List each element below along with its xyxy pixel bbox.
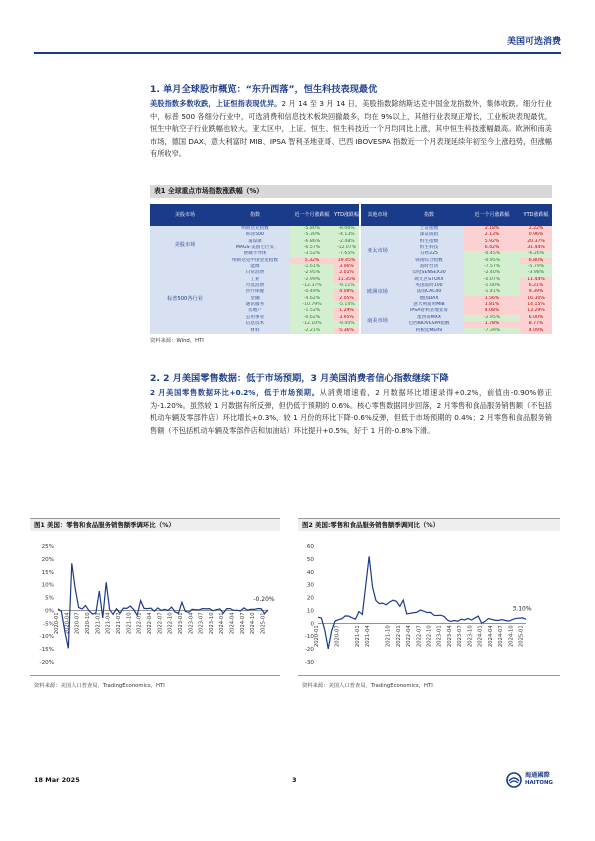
y-tick-label: -10	[304, 634, 314, 641]
index-name: 工业	[220, 277, 290, 283]
index-1m-change: 1.81%	[464, 302, 520, 308]
index-name: 能源	[220, 264, 290, 270]
figure2-caption: 图2 美国:零售和食品服务销售额季调同比（%）	[298, 518, 560, 531]
index-1m-change: -7.57%	[464, 264, 520, 270]
x-tick-label: 2021-01	[354, 625, 361, 648]
x-tick-label: 2021-04	[105, 612, 112, 635]
index-ytd-change: 20.37%	[520, 239, 552, 245]
x-tick-label: 2023-04	[446, 625, 453, 648]
x-tick-label: 2022-01	[395, 625, 402, 648]
x-tick-label: 2021-07	[115, 612, 122, 635]
index-ytd-change: -4.13%	[334, 232, 360, 238]
latest-value-label: -0.20%	[253, 595, 275, 603]
index-name: 深证成指	[394, 232, 464, 238]
index-name: 信息技术	[220, 321, 290, 327]
index-1m-change: -7.39%	[464, 328, 520, 334]
index-name: 纳斯达克中国金龙指数	[220, 258, 290, 264]
x-tick-label: 2020-07	[74, 612, 81, 635]
x-tick-label: 2022-10	[167, 612, 174, 635]
haitong-logo	[506, 770, 566, 790]
x-tick-label: 2020-04	[64, 612, 71, 635]
index-1m-change: -10.79%	[290, 302, 334, 308]
x-tick-label: 2021-10	[385, 625, 392, 648]
x-tick-label: 2023-01	[177, 612, 184, 635]
index-ytd-change: 2.05%	[334, 296, 360, 302]
x-tick-label: 2022-10	[426, 625, 433, 648]
x-tick-label: 2025-01	[518, 625, 525, 648]
index-name: 印度SENSEX30	[394, 270, 464, 276]
index-name: 医疗保健	[220, 289, 290, 295]
index-1m-change: -5.30%	[290, 232, 334, 238]
index-1m-change: -2.40%	[464, 270, 520, 276]
index-name: 金融	[220, 296, 290, 302]
y-tick-label: -15%	[39, 647, 54, 654]
index-1m-change: 1.78%	[464, 321, 520, 327]
index-name: 英国富时100	[394, 283, 464, 289]
index-ytd-change: 14.15%	[520, 302, 552, 308]
index-name: 道琼斯	[220, 239, 290, 245]
figure2-chart	[298, 532, 560, 674]
index-name: 欧元区STOXX	[394, 277, 464, 283]
index-name: 意大利富时MIB	[394, 302, 464, 308]
index-ytd-change: 8.77%	[520, 321, 552, 327]
haitong-logo-icon	[506, 772, 522, 788]
index-ytd-change: 11.35%	[334, 277, 360, 283]
section2-title: 2. 2 月美国零售数据：低于市场预期，3 月美国消费者信心指数继续下降	[150, 373, 449, 384]
index-name: 富时台湾	[394, 264, 464, 270]
index-name: 法国CAC40	[394, 289, 464, 295]
index-ytd-change: 13.29%	[520, 308, 552, 314]
index-ytd-change: -5.14%	[334, 302, 360, 308]
index-1m-change: -4.62%	[290, 296, 334, 302]
index-name: 巴西IBOVESPA指数	[394, 321, 464, 327]
index-1m-change: -1.52%	[290, 308, 334, 314]
table1-caption: 表1 全球重点市场指数涨跌幅（%）	[150, 185, 552, 198]
x-tick-label: 2024-10	[250, 612, 257, 635]
index-1m-change: -1.41%	[464, 289, 520, 295]
index-ytd-change: 4.09%	[520, 328, 552, 334]
index-ytd-change: -2.48%	[334, 239, 360, 245]
index-ytd-change: 3.06%	[334, 264, 360, 270]
index-1m-change: -2.99%	[290, 277, 334, 283]
figure1-chart	[30, 532, 280, 674]
index-ytd-change: 3.95%	[334, 315, 360, 321]
y-tick-label: -30	[304, 660, 314, 666]
index-ytd-change: 9.39%	[520, 289, 552, 295]
th-market2: 其他市场	[360, 204, 394, 226]
index-name: 纳斯达克指数	[220, 226, 290, 232]
index-name: 标普500	[220, 232, 290, 238]
index-name: 日常消费	[220, 270, 290, 276]
index-name: 阿根廷MERV	[394, 328, 464, 334]
index-ytd-change: -3.98%	[520, 270, 552, 276]
x-tick-label: 2022-01	[136, 612, 143, 635]
index-name: 通讯服务	[220, 302, 290, 308]
x-tick-label: 2023-01	[436, 625, 443, 648]
footer-page-number: 3	[292, 776, 297, 784]
index-1m-change: 2.13%	[464, 232, 520, 238]
th-index2: 指数	[394, 204, 464, 226]
x-tick-label: 2021-04	[365, 625, 372, 648]
index-ytd-change: 2.22%	[520, 226, 552, 232]
index-ytd-change: 5.36%	[334, 328, 360, 334]
market-group-label: 亚太市场	[360, 226, 394, 277]
index-name: 费城半导体	[220, 251, 290, 257]
index-1m-change: -0.95%	[464, 258, 520, 264]
section2-body: 从消费增速看，2 月数据环比增速录得+0.2%，前值由-0.90%修正为-1.20%。虽然较 1 月数据有所反弹，但仍低于预期的 0.6%。核心零售数据同步回落，2 月零售和食品服务销售额（不包括机动车辆及零部件店）环比增长+0.3%，较 1 月份的环比下降-0.6%反弹，但低于市场预期的 0.4%；2 月零售和食品服务销售额（不包括机动车辆及零部件店和加油站）环比提升+0.5%，好于 1 月的-0.8%下滑。	[150, 388, 552, 435]
index-1m-change: -0.45%	[464, 251, 520, 257]
index-ytd-change: 6.21%	[520, 283, 552, 289]
index-ytd-change: -8.06%	[334, 226, 360, 232]
index-name: 材料	[220, 328, 290, 334]
index-ytd-change: -9.11%	[334, 283, 360, 289]
x-tick-label: 2025-01	[260, 612, 267, 635]
index-1m-change: -6.86%	[290, 239, 334, 245]
index-1m-change: -0.62%	[290, 315, 334, 321]
figure1-source: 资料来源：美国人口普查局，TradingEconomics，HTI	[34, 683, 165, 689]
market-group-label: 标普500各行业	[150, 264, 220, 334]
index-1m-change: -5.80%	[290, 226, 334, 232]
index-ytd-change: 6.80%	[520, 258, 552, 264]
x-tick-label: 2024-04	[229, 612, 236, 635]
index-ytd-change: 11.44%	[520, 277, 552, 283]
table1-source: 资料来源：Wind，HTI	[150, 338, 204, 344]
series-line	[58, 563, 268, 648]
y-tick-label: 50	[306, 556, 314, 563]
index-1m-change: -2.21%	[290, 328, 334, 334]
index-1m-change: 2.18%	[464, 226, 520, 232]
index-1m-change: 5.32%	[290, 258, 334, 264]
index-1m-change: -2.95%	[290, 270, 334, 276]
y-tick-label: -5%	[43, 621, 54, 628]
th-1m: 近一个月涨跌幅	[290, 204, 334, 226]
th-ytd: YTD涨跌幅	[334, 204, 360, 226]
index-name: 房地产	[220, 308, 290, 314]
x-tick-label: 2022-04	[146, 612, 153, 635]
y-tick-label: -20	[304, 647, 314, 654]
x-tick-label: 2023-04	[188, 612, 195, 635]
x-tick-label: 2020-10	[84, 612, 91, 635]
index-name: IPSA智利圣地亚哥	[394, 308, 464, 314]
index-ytd-change: 6.00%	[520, 315, 552, 321]
index-1m-change: -2.95%	[464, 315, 520, 321]
x-tick-label: 2023-07	[198, 612, 205, 635]
figure2-source: 资料来源：美国人口普查局，TradingEconomics，HTI	[302, 683, 433, 689]
x-tick-label: 2024-07	[498, 625, 505, 648]
y-tick-label: 0%	[45, 608, 54, 615]
report-header-title: 美国可选消费	[506, 37, 561, 47]
x-tick-label: 2023-10	[467, 625, 474, 648]
x-tick-label: 2024-01	[219, 612, 226, 635]
x-tick-label: 2022-07	[157, 612, 164, 635]
x-tick-label: 2024-10	[508, 625, 515, 648]
x-tick-label: 2020-01	[314, 625, 320, 648]
y-tick-label: 20%	[41, 556, 54, 563]
y-tick-label: 5%	[45, 595, 54, 602]
index-ytd-change: 4.09%	[334, 289, 360, 295]
figure1-chart-frame	[30, 532, 280, 676]
index-name: 恒生指数	[394, 239, 464, 245]
x-tick-label: 2020-07	[334, 625, 341, 648]
y-tick-label: 30	[306, 582, 314, 589]
index-1m-change: -0.07%	[464, 277, 520, 283]
index-ytd-change: 0.96%	[520, 232, 552, 238]
index-1m-change: -1.61%	[290, 264, 334, 270]
index-name: 德国DAX	[394, 296, 464, 302]
y-tick-label: -20%	[39, 660, 54, 666]
market-index-table	[150, 204, 552, 334]
x-tick-label: 2022-07	[416, 625, 423, 648]
y-tick-label: 10	[306, 608, 314, 615]
index-1m-change: -0.49%	[290, 289, 334, 295]
index-1m-change: 4.08%	[464, 308, 520, 314]
market-group-label: 南美市场	[360, 308, 394, 333]
section2-lead: 2 月美国零售数据环比+0.2%，低于市场预期。	[150, 388, 320, 397]
index-name: 恒生科技	[394, 245, 464, 251]
market-group-label: 欧洲市场	[360, 277, 394, 309]
header-rule	[34, 52, 561, 54]
index-1m-change: -12.37%	[290, 283, 334, 289]
x-tick-label: 2024-01	[477, 625, 484, 648]
y-tick-label: 60	[306, 544, 314, 550]
market-group-label: 美股市场	[150, 226, 220, 264]
y-tick-label: 15%	[41, 569, 54, 576]
section1-paragraph	[150, 98, 552, 161]
th-market: 美股市场	[150, 204, 220, 226]
index-ytd-change: -9.40%	[334, 321, 360, 327]
figure2-chart-frame	[298, 532, 560, 676]
th-ytd-2: YTD涨跌幅	[520, 204, 552, 226]
index-1m-change: -3.52%	[290, 251, 334, 257]
index-1m-change: 6.42%	[464, 245, 520, 251]
x-tick-label: 2024-07	[239, 612, 246, 635]
index-name: 日经225	[394, 251, 464, 257]
x-tick-label: 2021-10	[126, 612, 133, 635]
th-1m-2: 近一个月涨跌幅	[464, 204, 520, 226]
index-ytd-change: -5.79%	[520, 264, 552, 270]
footer-date: 18 Mar 2025	[34, 776, 80, 784]
index-ytd-change: 31.44%	[520, 245, 552, 251]
y-tick-label: 20	[306, 595, 314, 602]
index-1m-change: -12.10%	[290, 321, 334, 327]
index-name: MAGS-美国七巨头	[220, 245, 290, 251]
x-tick-label: 2023-07	[457, 625, 464, 648]
y-tick-label: 0	[310, 621, 314, 628]
section2-paragraph	[150, 387, 552, 437]
index-1m-change: -6.57%	[290, 245, 334, 251]
index-ytd-change: -7.65%	[334, 251, 360, 257]
section1-body: 2 月 14 至 3 月 14 日，美股指数除纳斯达克中国金龙指数外，集体收跌。细分行业中，标普 500 各细分行业中，可选消费和信息技术板块回撤最多，均在 9%以上，其他行业表现正增长，工业板块表现最优，恒生中航空子行业跌幅也较大。亚太区中，上证、恒生、恒生科技近一个月均同比上涨，其中恒生科技涨幅最高。欧洲和南美市场，德国 DAX、意大利富时 MIB、IPSA 智利圣地亚哥、巴西 IBOVESPA 指数近一个月表现延续年初至今上涨趋势，但涨幅有所收窄。	[150, 99, 552, 159]
logo-en-text: HAITONG	[525, 780, 553, 786]
x-tick-label: 2020-01	[54, 612, 60, 635]
section1-title: 1. 单月全球股市概览：“东升西落”，恒生科技表现最优	[150, 84, 378, 95]
index-name: 墨西哥MXX	[394, 315, 464, 321]
index-name: 上证指数	[394, 226, 464, 232]
index-ytd-change: 2.01%	[334, 270, 360, 276]
latest-value-label: 3.10%	[512, 605, 532, 613]
y-tick-label: -10%	[39, 634, 54, 641]
index-name: 公用事业	[220, 315, 290, 321]
index-ytd-change: 19.45%	[334, 258, 360, 264]
x-tick-label: 2023-10	[208, 612, 215, 635]
index-1m-change: 1.56%	[464, 296, 520, 302]
index-ytd-change: 1.29%	[334, 308, 360, 314]
index-name: 可选消费	[220, 283, 290, 289]
index-ytd-change: -6.26%	[520, 251, 552, 257]
index-name: 韩国综合指数	[394, 258, 464, 264]
table-header-row	[150, 204, 552, 226]
index-1m-change: 5.92%	[464, 239, 520, 245]
figure1-caption: 图1 美国：零售和食品服务销售额季调环比（%）	[30, 518, 280, 531]
x-tick-label: 2024-04	[487, 625, 494, 648]
index-ytd-change: 16.30%	[520, 296, 552, 302]
y-tick-label: 40	[306, 569, 314, 576]
y-tick-label: 10%	[41, 582, 54, 589]
x-tick-label: 2022-04	[406, 625, 413, 648]
x-tick-label: 2021-01	[95, 612, 102, 635]
section1-lead: 美股指数多数收跌，上证恒指表现优异。	[150, 99, 282, 108]
index-1m-change: -1.00%	[464, 283, 520, 289]
logo-cn-text: 海通國際	[525, 772, 550, 779]
index-ytd-change: -12.07%	[334, 245, 360, 251]
th-index: 指数	[220, 204, 290, 226]
y-tick-label: 25%	[41, 544, 54, 550]
